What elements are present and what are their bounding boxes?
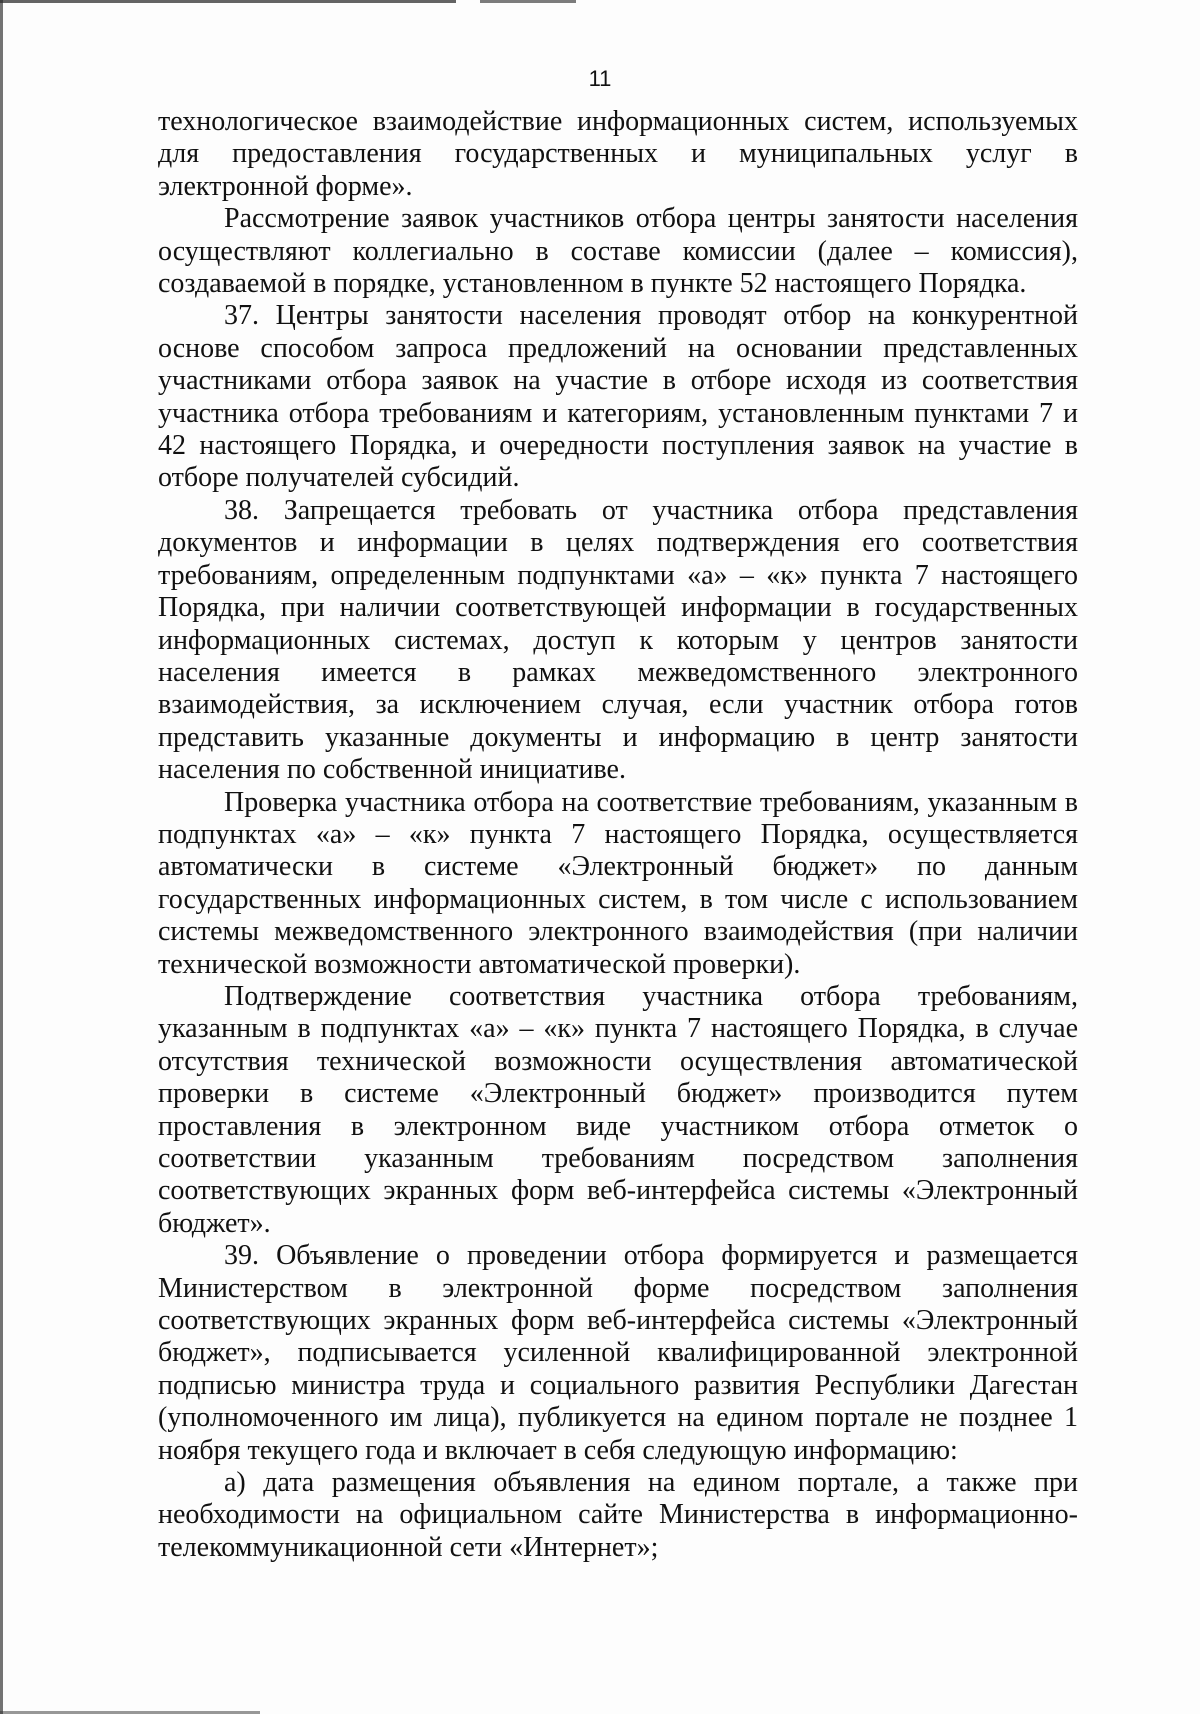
scan-edge-top	[0, 0, 1200, 3]
scan-edge-left	[0, 0, 3, 1714]
paragraph-37: 37. Центры занятости населения проводят отбор на конкурентной основе способом запроса предложений на основании представленных участниками отбора заявок на участие в отборе исходя из соответствия участника отбора требованиям и категориям, установленным пунктами 7 и 42 настоящего Порядка, и очередности поступления заявок на участие в отборе получателей субсидий.	[158, 300, 1078, 494]
paragraph-confirmation: Подтверждение соответствия участника отбора требованиям, указанным в подпунктах «а» – «к» пункта 7 настоящего Порядка, в случае отсутствия технической возможности осуществления автоматической проверки в системе «Электронный бюджет» производится путем проставления в электронном виде участником отбора отметок о соответствии указанным требованиям посредством заполнения соответствующих экранных форм веб-интерфейса системы «Электронный бюджет».	[158, 980, 1078, 1239]
paragraph-39-a: а) дата размещения объявления на едином портале, а также при необходимости на официальном сайте Министерства в информационно-телекоммуникационной сети «Интернет»;	[158, 1467, 1078, 1563]
paragraph-verification: Проверка участника отбора на соответствие требованиям, указанным в подпунктах «а» – «к» пункта 7 настоящего Порядка, осуществляется автоматически в системе «Электронный бюджет» по данным государственных информационных систем, в том числе с использованием системы межведомственного электронного взаимодействия (при наличии технической возможности автоматической проверки).	[158, 786, 1078, 980]
paragraph-39: 39. Объявление о проведении отбора формируется и размещается Министерством в электронной форме посредством заполнения соответствующих экранных форм веб-интерфейса системы «Электронный бюджет», подписывается усиленной квалифицированной электронной подписью министра труда и социального развития Республики Дагестан (уполномоченного им лица), публикуется на едином портале не позднее 1 ноября текущего года и включает в себя следующую информацию:	[158, 1240, 1078, 1466]
paragraph-continuation: технологическое взаимодействие информационных систем, используемых для предоставления государственных и муниципальных услуг в электронной форме».	[158, 106, 1078, 202]
page-number: 11	[588, 66, 612, 91]
paragraph-38: 38. Запрещается требовать от участника отбора представления документов и информации в целях подтверждения его соответствия требованиям, определенным подпунктами «а» – «к» пункта 7 настоящего Порядка, при наличии соответствующей информации в государственных информационных системах, доступ к которым у центров занятости населения имеется в рамках межведомственного электронного взаимодействия, за исключением случая, если участник отбора готов представить указанные документы и информацию в центр занятости населения по собственной инициативе.	[158, 494, 1078, 786]
document-body	[158, 106, 1078, 1564]
paragraph-review: Рассмотрение заявок участников отбора центры занятости населения осуществляют коллегиально в составе комиссии (далее – комиссия), создаваемой в порядке, установленном в пункте 52 настоящего Порядка.	[158, 203, 1078, 300]
